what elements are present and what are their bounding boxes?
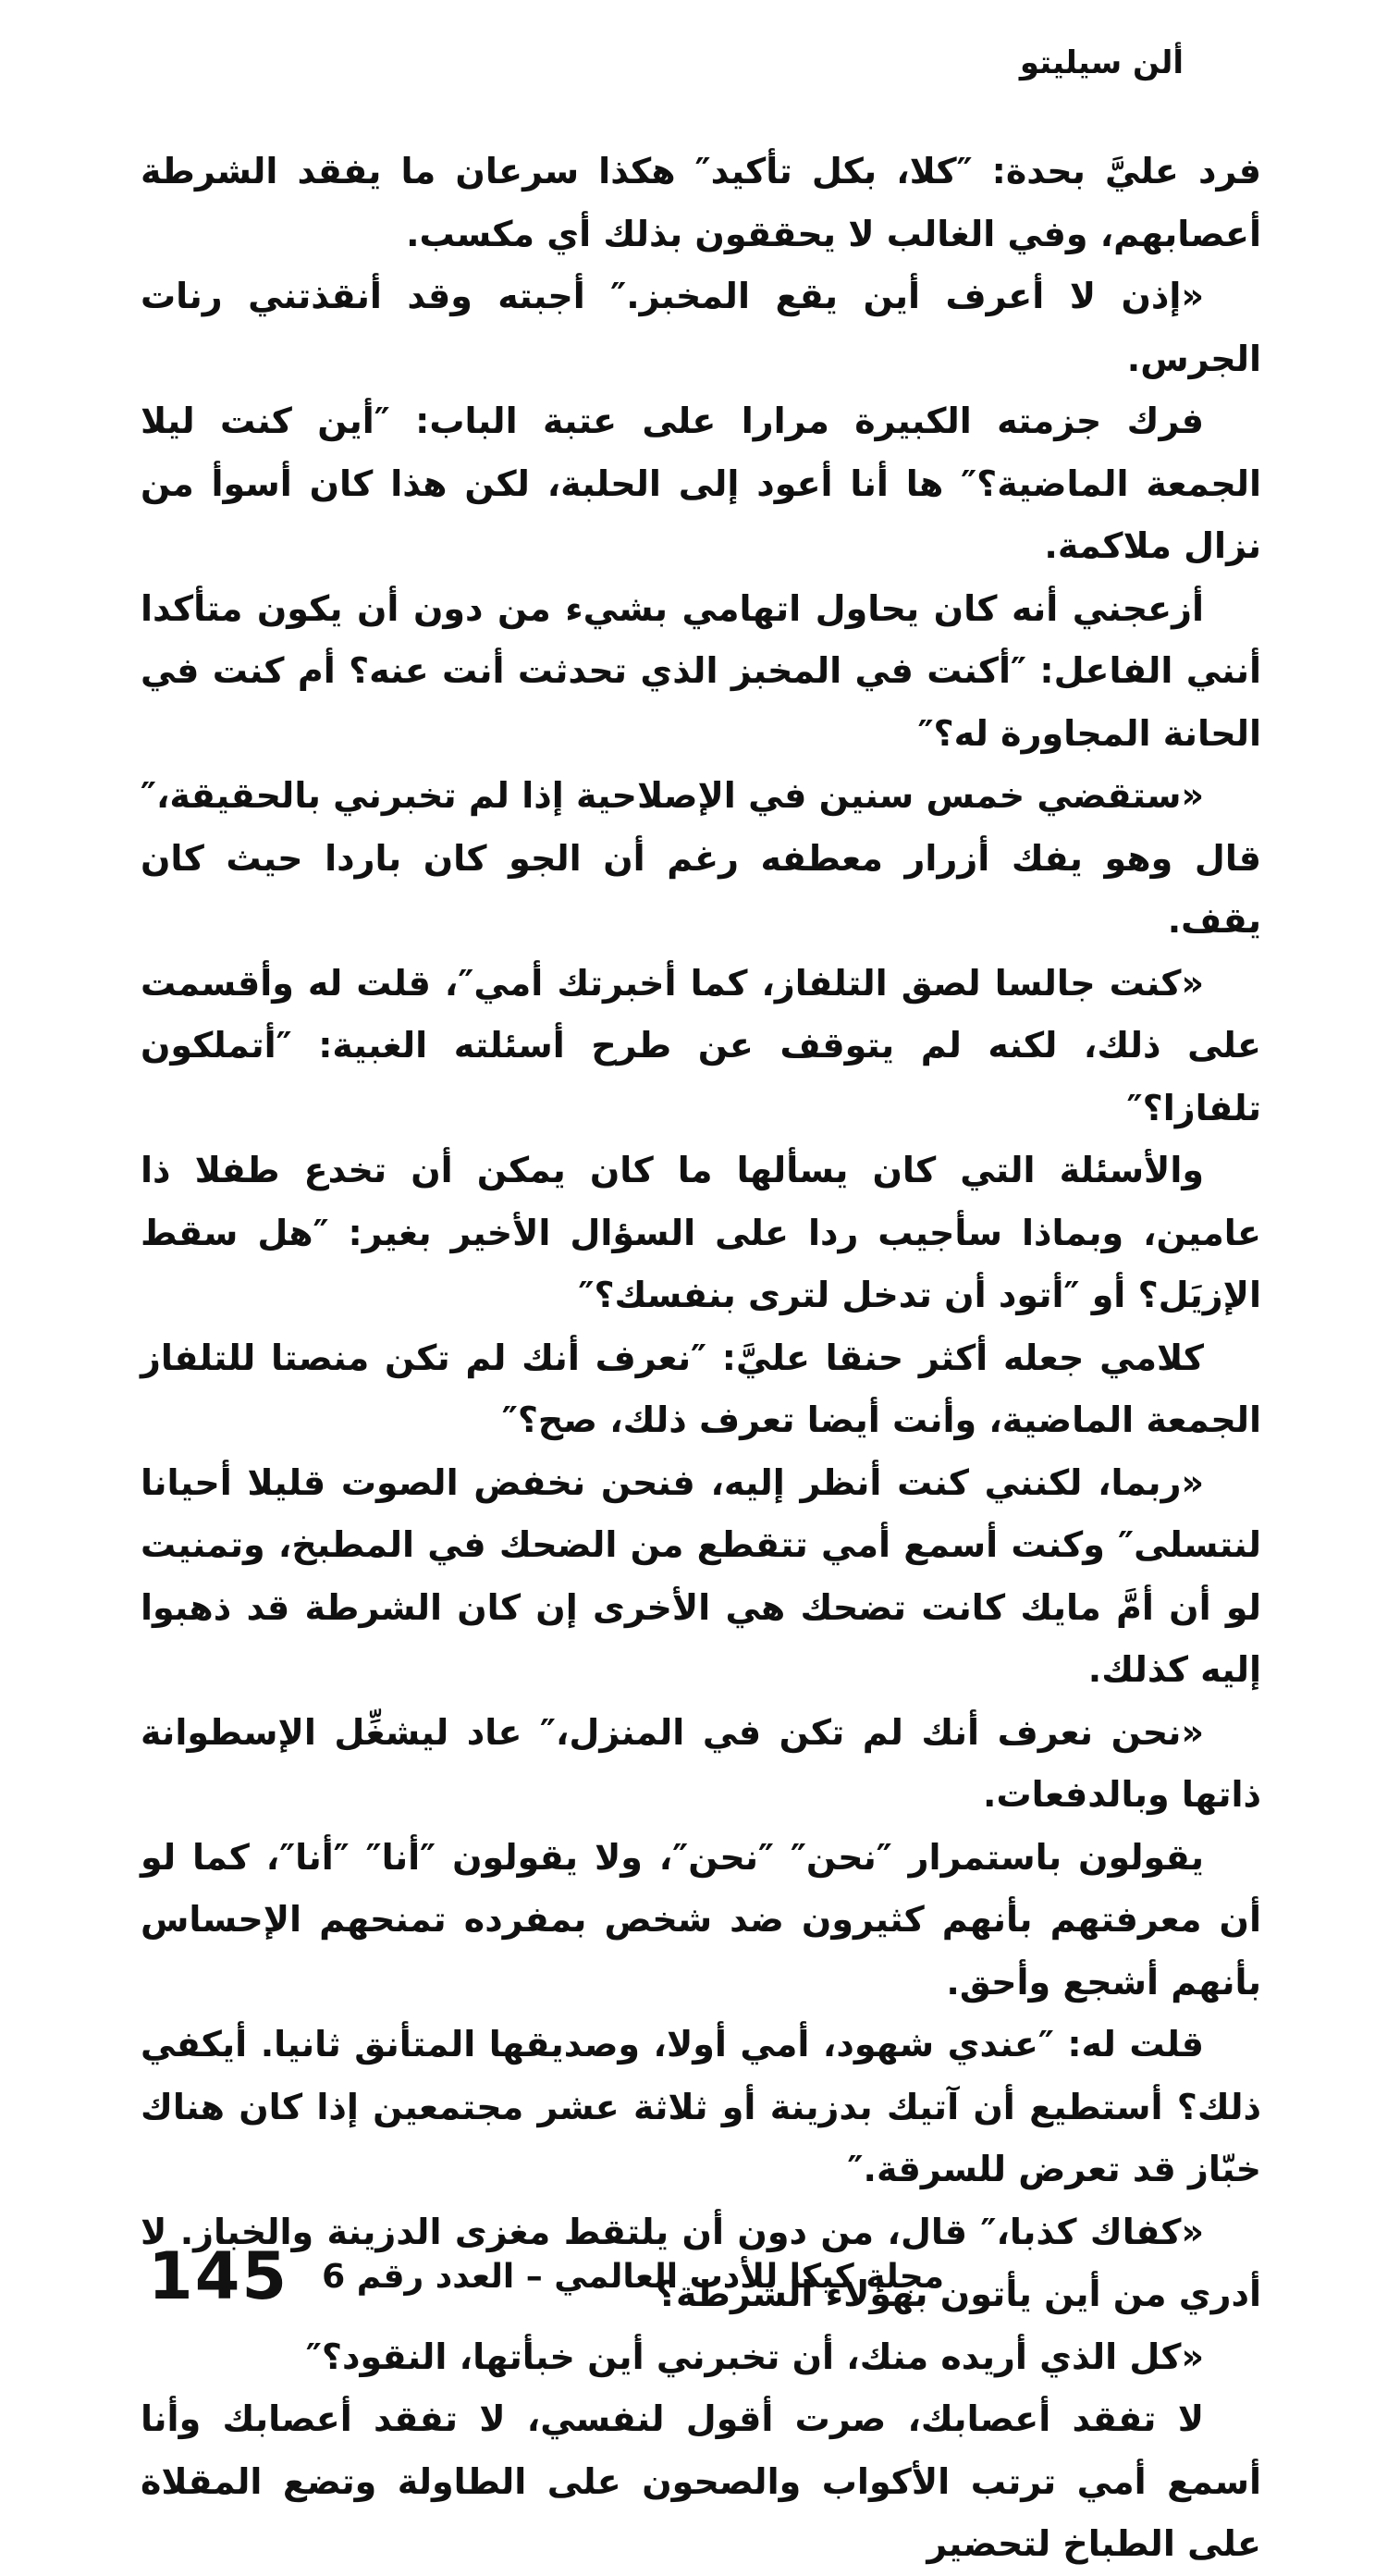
page-number: 145 <box>148 2238 289 2314</box>
paragraph: يقولون باستمرار ″نحن″ ″نحن″، ولا يقولون ″أنا″ ″أنا″، كما لو أن معرفتهم بأنهم كثيرون ضد شخص بمفرده تمنحهم الإحساس بأنهم أشجع وأحق. <box>141 1836 1261 2003</box>
paragraph: فرد عليَّ بحدة: ″كلا، بكل تأكيد″ هكذا سرعان ما يفقد الشرطة أعصابهم، وفي الغالب لا يحققون بذلك أي مكسب. <box>141 151 1261 254</box>
paragraph: «إذن لا أعرف أين يقع المخبز.″ أجبته وقد أنقذتني رنات الجرس. <box>141 276 1261 379</box>
paragraph: لا تفقد أعصابك، صرت أقول لنفسي، لا تفقد أعصابك وأنا أسمع أمي ترتب الأكواب والصحون على الطاولة وتضع المقلاة على الطباخ لتحضير <box>141 2398 1261 2564</box>
paragraph: قلت له: ″عندي شهود، أمي أولا، وصديقها المتأنق ثانيا. أيكفي ذلك؟ أستطيع أن آتيك بدزينة أو ثلاثة عشر مجتمعين إذا كان هناك خبّاز قد تعرض للسرقة.″ <box>141 2024 1261 2189</box>
paragraph: فرك جزمته الكبيرة مرارا على عتبة الباب: ″أين كنت ليلا الجمعة الماضية؟″ ها أنا أعود إلى الحلبة، لكن هذا كان أسوأ من نزال ملاكمة. <box>141 401 1261 566</box>
paragraph: «ستقضي خمس سنين في الإصلاحية إذا لم تخبرني بالحقيقة،″ قال وهو يفك أزرار معطفه رغم أن الجو كان باردا حيث كان يقف. <box>141 775 1261 941</box>
paragraph: «ربما، لكنني كنت أنظر إليه، فنحن نخفض الصوت قليلا أحيانا لنتسلى″ وكنت أسمع أمي تتقطع من الضحك في المطبخ، وتمنيت لو أن أمَّ مايك كانت تضحك هي الأخرى إن كان الشرطة قد ذهبوا إليه كذلك. <box>141 1461 1261 1690</box>
paragraph: أزعجني أنه كان يحاول اتهامي بشيء من دون أن يكون متأكدا أنني الفاعل: ″أكنت في المخبز الذي تحدثت أنت عنه؟ أم كنت في الحانة المجاورة له؟″ <box>141 587 1261 754</box>
paragraph: «كنت جالسا لصق التلفاز، كما أخبرتك أمي″، قلت له وأقسمت على ذلك، لكنه لم يتوقف عن طرح أسئلته الغبية: ″أتملكون تلفازا؟″ <box>141 962 1261 1128</box>
paragraph: «نحن نعرف أنك لم تكن في المنزل،″ عاد ليشغِّل الإسطوانة ذاتها وبالدفعات. <box>141 1711 1261 1815</box>
journal-title: مجلة كيكا للأدب العالمي – العدد رقم 6 <box>322 2257 945 2296</box>
body-text <box>141 141 1261 2576</box>
running-header: ألن سيليتو <box>1019 44 1184 81</box>
paragraph: والأسئلة التي كان يسألها ما كان يمكن أن تخدع طفلا ذا عامين، وبماذا سأجيب ردا على السؤال الأخير بغير: ″هل سقط الإزيَل؟ أو ″أتود أن تدخل لترى بنفسك؟″ <box>141 1150 1261 1315</box>
paragraph: «كل الذي أريده منك، أن تخبرني أين خبأتها، النقود؟″ <box>305 2336 1204 2377</box>
page-footer <box>148 2238 1110 2314</box>
paragraph: كلامي جعله أكثر حنقا عليَّ: ″نعرف أنك لم تكن منصتا للتلفاز الجمعة الماضية، وأنت أيضا تعرف ذلك، صح؟″ <box>141 1337 1261 1440</box>
paragraph: «كفاك كذبا،″ قال، من دون أن يلتقط مغزى الدزينة والخباز. لا أدري من أين يأتون بهؤلاء الشرطة؟ <box>141 2211 1261 2314</box>
